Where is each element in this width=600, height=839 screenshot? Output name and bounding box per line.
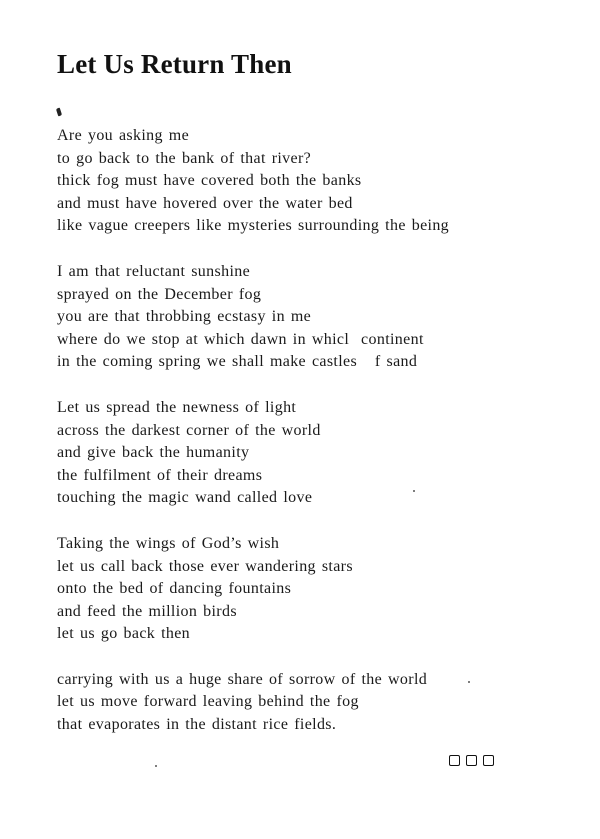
print-speck (155, 765, 157, 767)
square-ornament-icon (466, 755, 477, 766)
poem-line: sprayed on the December fog (57, 285, 262, 303)
poem-line: to go back to the bank of that river? (57, 149, 312, 167)
poem-line: where do we stop at which dawn in whicl continent (57, 330, 424, 348)
poem-line: I am that reluctant sunshine (57, 262, 251, 280)
print-speck (468, 681, 470, 683)
poem-line: touching the magic wand called love (57, 489, 313, 507)
poem-line: let us go back then (57, 625, 191, 643)
poem-line: like vague creepers like mysteries surrounding the being (57, 217, 450, 235)
poem-body (57, 125, 577, 760)
poem-line: let us call back those ever wandering stars (57, 557, 353, 575)
poem-line: in the coming spring we shall make castles f sand (57, 353, 418, 371)
poem-line: the fulfilment of their dreams (57, 466, 263, 484)
stanza-3 (57, 397, 577, 510)
poem-line: and must have hovered over the water bed (57, 194, 353, 212)
poem-line: thick fog must have covered both the banks (57, 172, 362, 190)
poem-line: across the darkest corner of the world (57, 421, 321, 439)
poem-line: that evaporates in the distant rice fields. (57, 716, 337, 734)
ink-smudge-mark (56, 108, 62, 117)
poem-line: Are you asking me (57, 127, 190, 144)
square-ornament-icon (449, 755, 460, 766)
stanza-5 (57, 669, 577, 737)
poem-line: and feed the million birds (57, 602, 237, 620)
three-square-end-mark-icon (449, 755, 494, 766)
print-speck (413, 490, 415, 492)
poem-line: let us move forward leaving behind the fog (57, 693, 359, 711)
poem-title: Let Us Return Then (57, 49, 292, 79)
poem-line: Taking the wings of God’s wish (57, 534, 280, 552)
stanza-1 (57, 125, 577, 238)
poem-line: Let us spread the newness of light (57, 398, 297, 416)
poem-line: you are that throbbing ecstasy in me (57, 308, 312, 326)
stanza-2 (57, 261, 577, 374)
poem-line: and give back the humanity (57, 444, 250, 462)
square-ornament-icon (483, 755, 494, 766)
stanza-4 (57, 533, 577, 646)
poem-line: carrying with us a huge share of sorrow of the world (57, 670, 428, 688)
poem-line: onto the bed of dancing fountains (57, 580, 292, 598)
